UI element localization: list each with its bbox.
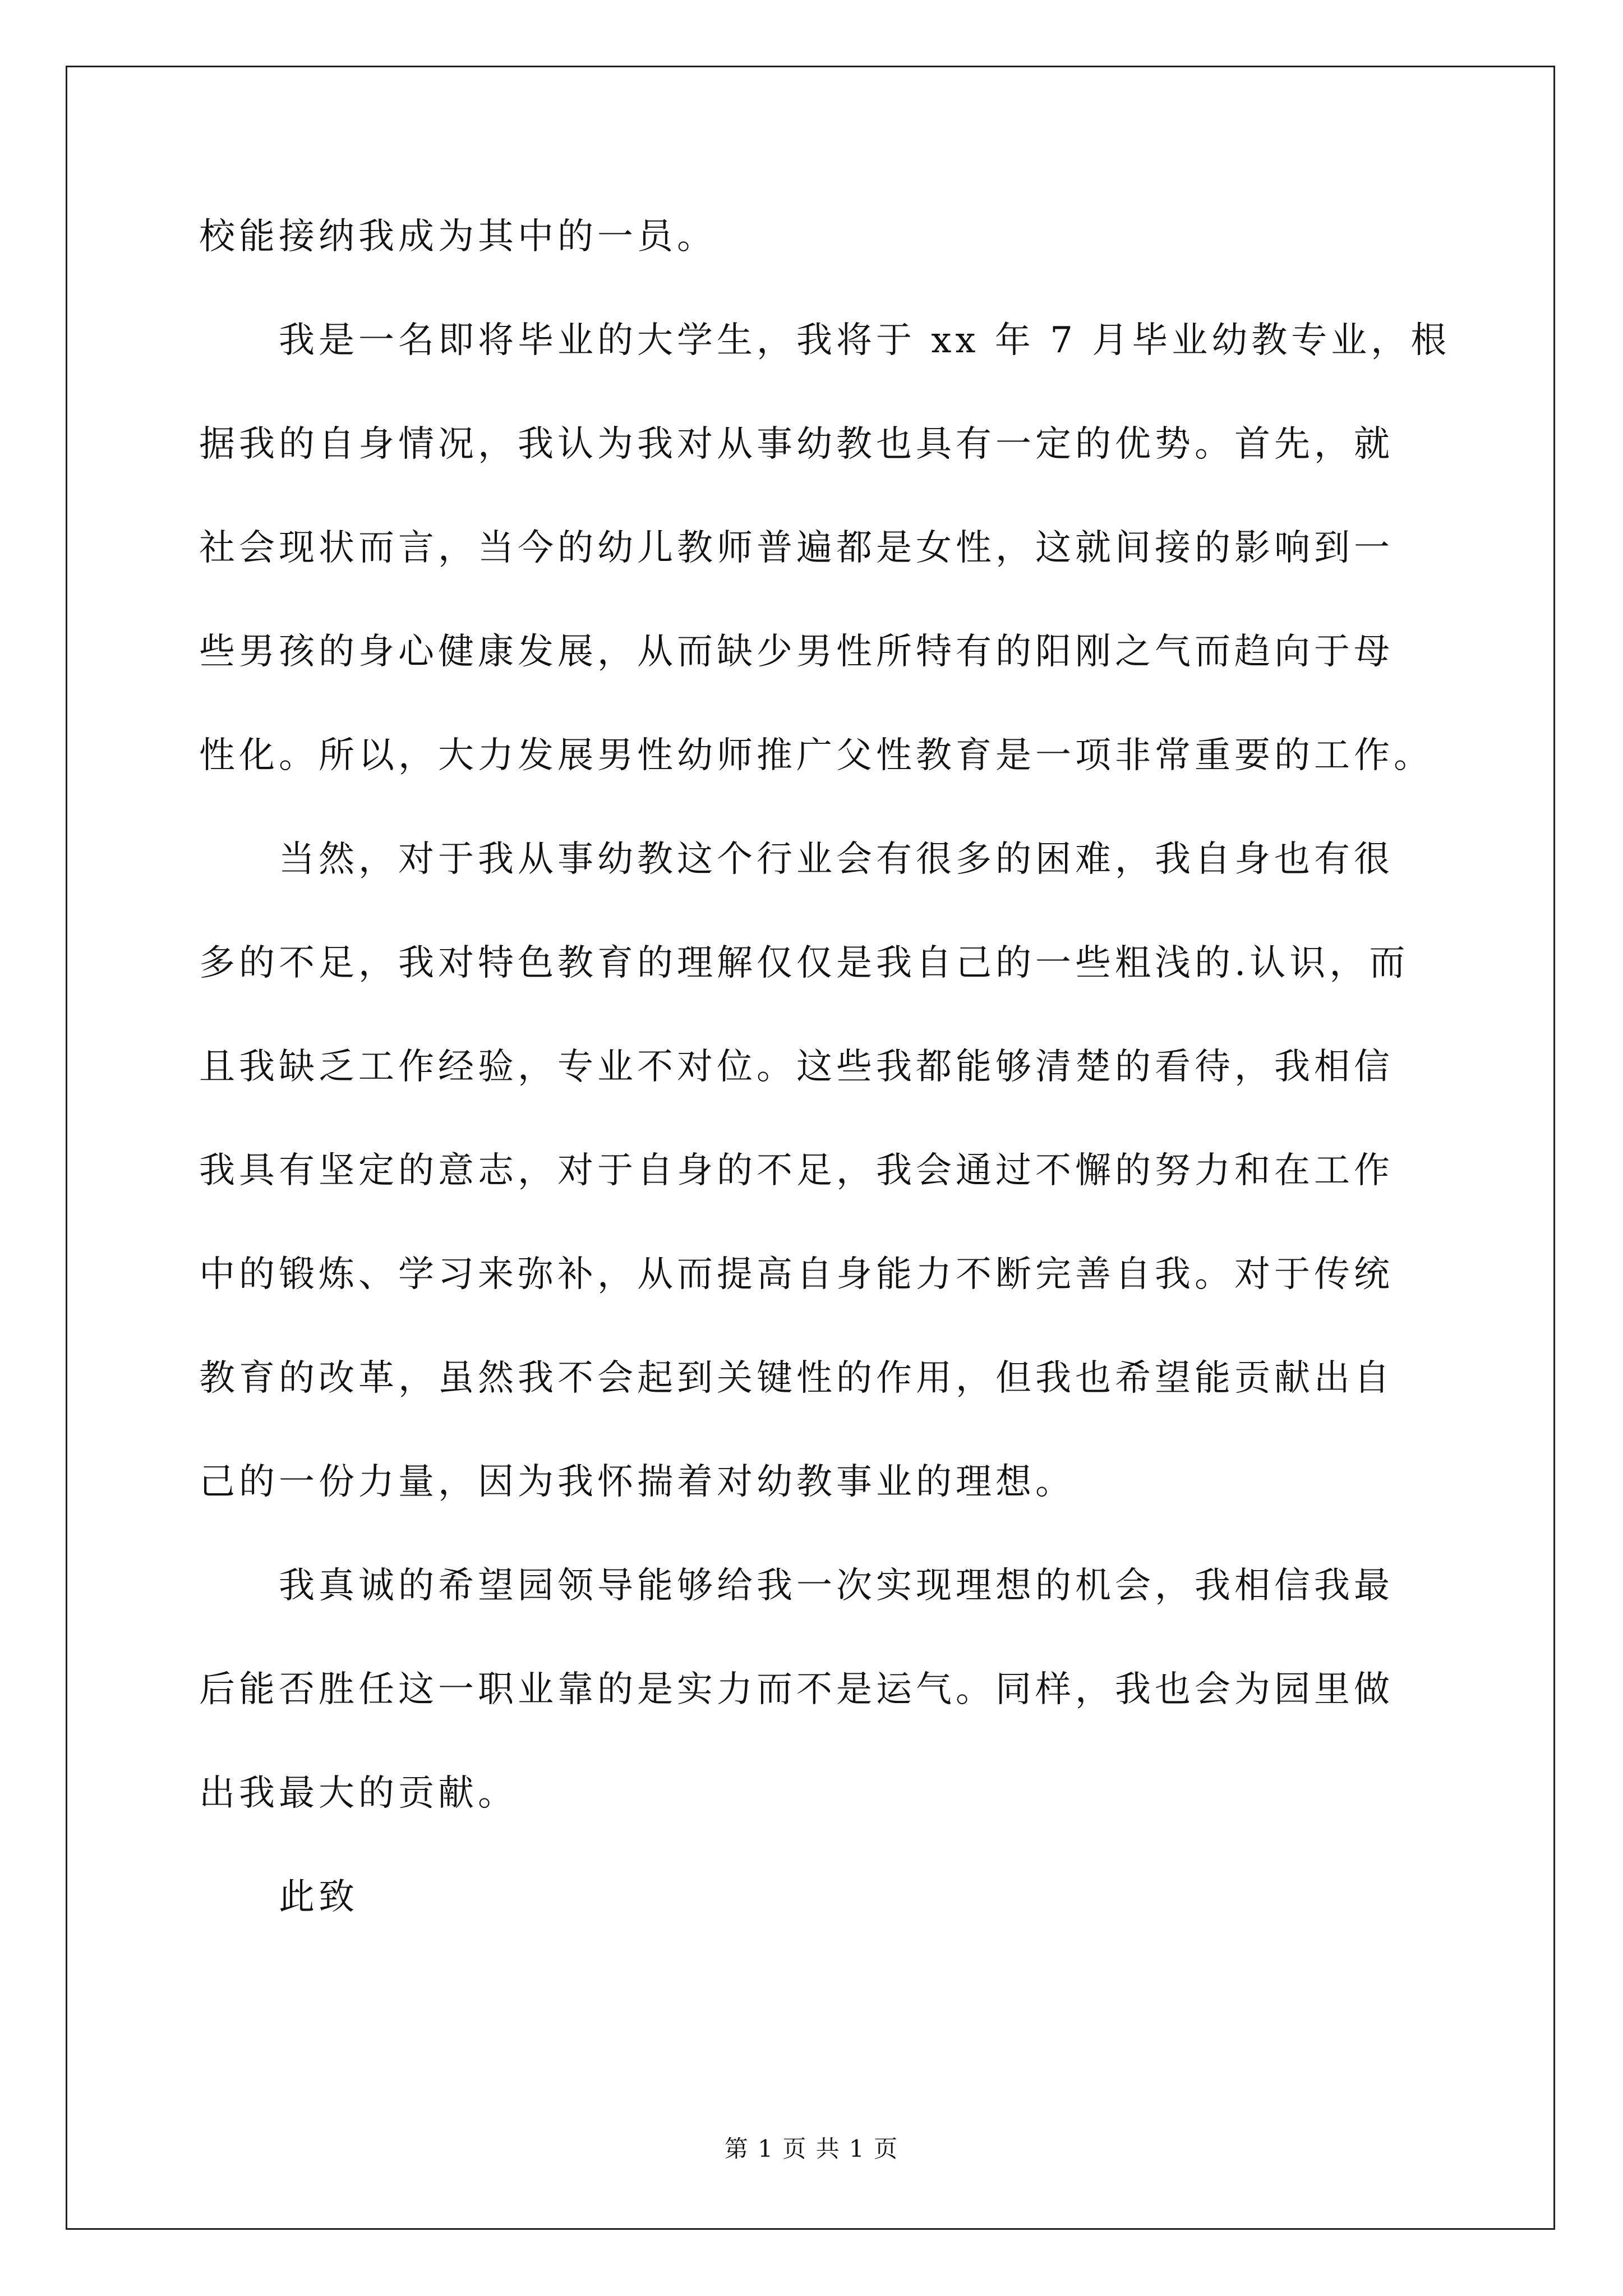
text-line: 教育的改革，虽然我不会起到关键性的作用，但我也希望能贡献出自 (199, 1358, 1394, 1399)
text-line: 些男孩的身心健康发展，从而缺少男性所特有的阳刚之气而趋向于母 (199, 631, 1394, 673)
closing-salutation: 此致 (279, 1876, 358, 1918)
text-line: 校能接纳我成为其中的一员。 (199, 216, 717, 257)
page-footer: 第 1 页 共 1 页 (724, 2135, 899, 2162)
text-line: 我具有坚定的意志，对于自身的不足，我会通过不懈的努力和在工作 (199, 1150, 1394, 1191)
text-line: 且我缺乏工作经验，专业不对位。这些我都能够清楚的看待，我相信 (199, 1046, 1394, 1088)
text-line: 多的不足，我对特色教育的理解仅仅是我自己的一些粗浅的.认识，而 (199, 942, 1409, 984)
paragraph-first-line: 当然，对于我从事幼教这个行业会有很多的困难，我自身也有很 (279, 839, 1394, 880)
text-line: 中的锻炼、学习来弥补，从而提高自身能力不断完善自我。对于传统 (199, 1254, 1394, 1295)
text-line: 据我的自身情况，我认为我对从事幼教也具有一定的优势。首先，就 (199, 424, 1394, 465)
paragraph-first-line: 我真诚的希望园领导能够给我一次实现理想的机会，我相信我最 (279, 1565, 1394, 1607)
text-line: 己的一份力量，因为我怀揣着对幼教事业的理想。 (199, 1461, 1075, 1503)
paragraph-first-line: 我是一名即将毕业的大学生，我将于 xx 年 7 月毕业幼教专业，根 (279, 320, 1451, 361)
text-line: 社会现状而言，当今的幼儿教师普遍都是女性，这就间接的影响到一 (199, 527, 1394, 569)
text-line: 后能否胜任这一职业靠的是实力而不是运气。同样，我也会为园里做 (199, 1669, 1394, 1710)
text-line: 出我最大的贡献。 (199, 1773, 518, 1814)
text-line: 性化。所以，大力发展男性幼师推广父性教育是一项非常重要的工作。 (199, 735, 1433, 776)
